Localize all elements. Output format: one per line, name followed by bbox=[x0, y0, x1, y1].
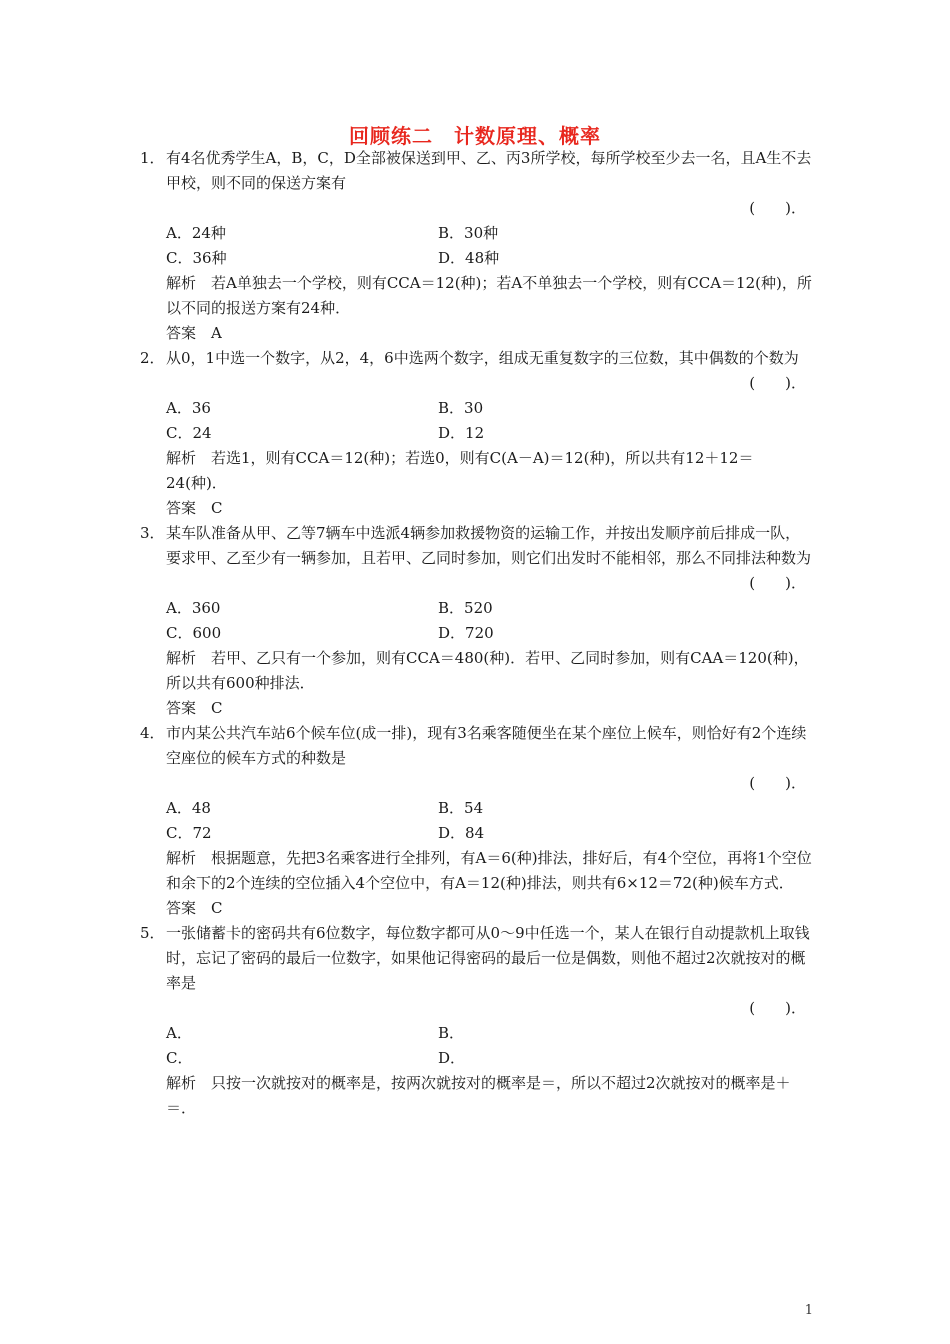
options-grid bbox=[166, 1021, 812, 1071]
answer-text: 答案 C bbox=[166, 899, 223, 917]
questions-list bbox=[140, 146, 812, 1121]
option-b: B．520 bbox=[438, 599, 493, 617]
question-number: 2． bbox=[140, 349, 165, 367]
answer-blank: ( )． bbox=[749, 374, 806, 392]
analysis-text: 解析 只按一次就按对的概率是，按两次就按对的概率是＝，所以不超过2次就按对的概率是＋＝． bbox=[166, 1074, 791, 1117]
answer-text: 答案 C bbox=[166, 699, 223, 717]
question-stem: 某车队准备从甲、乙等7辆车中选派4辆参加救援物资的运输工作，并按出发顺序前后排成一队，要求甲、乙至少有一辆参加，且若甲、乙同时参加，则它们出发时不能相邻，那么不同排法种数为 bbox=[166, 524, 812, 567]
page-title: 回顾练二 计数原理、概率 bbox=[349, 124, 601, 148]
option-c: C．600 bbox=[166, 624, 222, 642]
options-grid bbox=[166, 221, 812, 271]
question-stem: 有4名优秀学生A，B，C，D全部被保送到甲、乙、丙3所学校，每所学校至少去一名，且A生不去甲校，则不同的保送方案有 bbox=[166, 149, 812, 192]
question-stem: 一张储蓄卡的密码共有6位数字，每位数字都可从0～9中任选一个，某人在银行自动提款机上取钱时，忘记了密码的最后一位数字，如果他记得密码的最后一位是偶数，则他不超过2次就按对的概率是 bbox=[166, 924, 810, 992]
option-d: D． bbox=[438, 1049, 466, 1067]
options-grid bbox=[166, 396, 812, 446]
option-b: B．30 bbox=[438, 399, 484, 417]
option-a: A． bbox=[166, 1024, 192, 1042]
answer-text: 答案 C bbox=[166, 499, 223, 517]
answer-blank: ( )． bbox=[749, 574, 806, 592]
option-c: C． bbox=[166, 1049, 193, 1067]
option-c: C．24 bbox=[166, 424, 212, 442]
question-stem: 市内某公共汽车站6个候车位(成一排)，现有3名乘客随便坐在某个座位上候车，则恰好有2个连续空座位的候车方式的种数是 bbox=[166, 724, 807, 767]
option-b: B． bbox=[438, 1024, 465, 1042]
option-b: B．30种 bbox=[438, 224, 499, 242]
analysis-text: 解析 若选1，则有CCA＝12(种)；若选0，则有C(A－A)＝12(种)，所以共有12＋12＝24(种)． bbox=[166, 449, 754, 492]
option-c: C．36种 bbox=[166, 249, 227, 267]
answer-blank: ( )． bbox=[749, 199, 806, 217]
question-number: 1． bbox=[140, 149, 165, 167]
question-2 bbox=[140, 346, 812, 521]
option-a: A．36 bbox=[166, 399, 211, 417]
options-grid bbox=[166, 596, 812, 646]
question-1 bbox=[140, 146, 812, 346]
option-b: B．54 bbox=[438, 799, 484, 817]
option-d: D．84 bbox=[438, 824, 485, 842]
option-d: D．48种 bbox=[438, 249, 500, 267]
analysis-text: 解析 若A单独去一个学校，则有CCA＝12(种)；若A不单独去一个学校，则有CCA＝12(种)，所以不同的报送方案有24种． bbox=[166, 274, 812, 317]
option-a: A．24种 bbox=[166, 224, 226, 242]
option-d: D．12 bbox=[438, 424, 485, 442]
answer-text: 答案 A bbox=[166, 324, 222, 342]
question-3 bbox=[140, 521, 812, 721]
question-number: 3． bbox=[140, 524, 165, 542]
question-number: 5． bbox=[140, 924, 165, 942]
page-number: 1 bbox=[804, 1303, 813, 1318]
question-4 bbox=[140, 721, 812, 921]
question-5 bbox=[140, 921, 812, 1121]
option-c: C．72 bbox=[166, 824, 212, 842]
option-d: D．720 bbox=[438, 624, 494, 642]
question-stem: 从0，1中选一个数字，从2，4，6中选两个数字，组成无重复数字的三位数，其中偶数的个数为 bbox=[166, 349, 799, 367]
options-grid bbox=[166, 796, 812, 846]
answer-blank: ( )． bbox=[749, 999, 806, 1017]
analysis-text: 解析 若甲、乙只有一个参加，则有CCA＝480(种)．若甲、乙同时参加，则有CAA＝120(种)，所以共有600种排法． bbox=[166, 649, 809, 692]
answer-blank: ( )． bbox=[749, 774, 806, 792]
option-a: A．48 bbox=[166, 799, 211, 817]
option-a: A．360 bbox=[166, 599, 221, 617]
question-number: 4． bbox=[140, 724, 165, 742]
analysis-text: 解析 根据题意，先把3名乘客进行全排列，有A＝6(种)排法，排好后，有4个空位，再将1个空位和余下的2个连续的空位插入4个空位中，有A＝12(种)排法，则共有6×12＝72(种)候车方式． bbox=[166, 849, 812, 892]
